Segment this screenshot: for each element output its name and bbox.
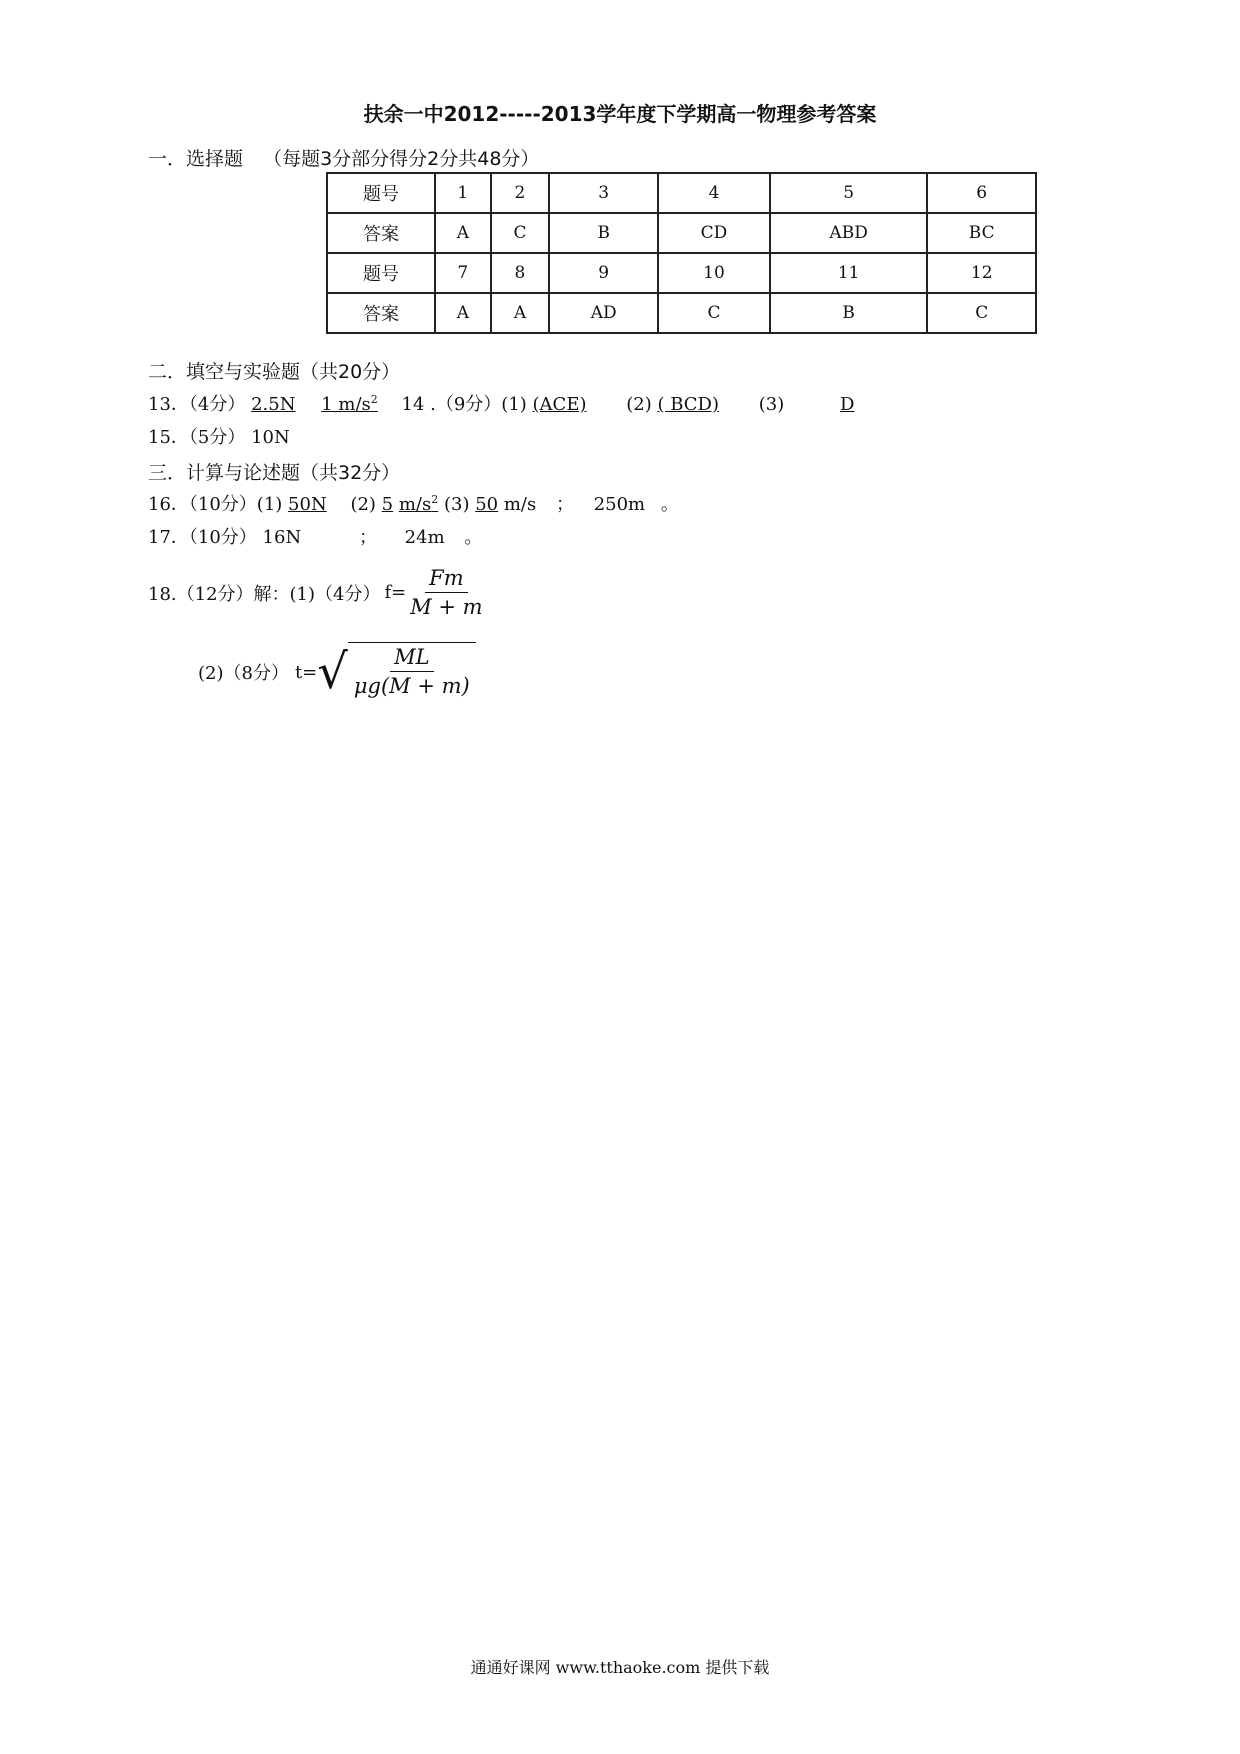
section3-heading: 三．计算与论述题（共32分） <box>148 462 401 484</box>
table-cell: A <box>491 293 550 333</box>
table-row <box>327 253 1036 293</box>
answer-table <box>326 172 1037 334</box>
q15-answer: 10N <box>251 427 290 448</box>
q16-answer-2-unit <box>399 494 438 515</box>
q13-label: 13．（4分） <box>148 394 246 415</box>
q16-part2-label: (2) <box>350 494 376 515</box>
table-cell: 8 <box>491 253 550 293</box>
q14-label: 14 .（9分）(1) <box>401 394 527 415</box>
q16-answer-2-unit-value: m/s <box>398 494 432 515</box>
q16-answer-3-number: 50 <box>475 494 499 515</box>
radical-sign: √ <box>317 644 348 700</box>
q13-answer-2 <box>321 394 378 415</box>
formula-f-fraction <box>406 566 486 619</box>
table-cell: 12 <box>927 253 1036 293</box>
q13-14-line <box>148 390 864 416</box>
q14-answer-3: D <box>839 394 855 415</box>
fraction-numerator: Fm <box>425 566 467 593</box>
table-head-cell: 题号 <box>327 253 435 293</box>
table-cell: 5 <box>770 173 928 213</box>
table-head-cell: 答案 <box>327 293 435 333</box>
table-cell: CD <box>658 213 770 253</box>
table-cell: 11 <box>770 253 928 293</box>
table-head-cell: 答案 <box>327 213 435 253</box>
table-cell: C <box>927 293 1036 333</box>
q17-answer-1: 16N <box>262 527 302 548</box>
q14-part2-label: (2) <box>626 394 652 415</box>
q14-answer-1: (ACE) <box>532 394 587 415</box>
q16-part3-label: (3) <box>443 494 470 515</box>
end-mark: 。 <box>464 527 483 548</box>
fraction-denominator: M + m <box>410 595 483 619</box>
q18-part1-line <box>148 566 487 619</box>
formula-t-fraction <box>350 645 474 698</box>
q16-answer-4: 250m <box>593 494 646 515</box>
table-cell: 10 <box>658 253 770 293</box>
q16-answer-3-unit: m/s <box>503 494 537 515</box>
q18-label: 18.（12分）解：(1)（4分） <box>148 583 381 605</box>
table-cell: A <box>435 213 491 253</box>
table-cell: C <box>491 213 550 253</box>
table-cell: C <box>658 293 770 333</box>
q15-line <box>148 423 290 449</box>
q17-line <box>148 523 482 549</box>
table-cell: 1 <box>435 173 491 213</box>
radical-body <box>348 642 476 702</box>
section1-heading <box>148 144 539 171</box>
formula-t-lhs: t= <box>294 661 318 683</box>
page-footer: 通通好课网 www.tthaoke.com 提供下载 <box>470 1658 770 1677</box>
table-row <box>327 293 1036 333</box>
table-cell: 3 <box>549 173 658 213</box>
q17-answer-2: 24m <box>404 527 445 548</box>
superscript: 2 <box>431 493 439 506</box>
q16-line <box>148 490 679 516</box>
table-cell: B <box>549 213 658 253</box>
q16-answer-2-number: 5 <box>381 494 394 515</box>
formula-f-lhs: f= <box>384 582 407 603</box>
section1-note: （每题3分部分得分2分共48分） <box>263 148 540 170</box>
q16-label: 16．（10分）(1) <box>148 494 283 515</box>
q18-part2-line <box>198 642 476 702</box>
table-cell: 2 <box>491 173 550 213</box>
q18-part2-label: (2)（8分） <box>198 663 289 684</box>
q15-label: 15．（5分） <box>148 427 246 448</box>
table-cell: A <box>435 293 491 333</box>
table-cell: BC <box>927 213 1036 253</box>
table-row <box>327 213 1036 253</box>
fraction-denominator: μg(M + m) <box>353 674 470 698</box>
q13-answer-1: 2.5N <box>251 394 296 415</box>
table-cell: 7 <box>435 253 491 293</box>
separator: ； <box>555 494 574 515</box>
table-cell: B <box>770 293 928 333</box>
page-title: 扶余一中2012-----2013学年度下学期高一物理参考答案 <box>363 102 877 126</box>
table-cell: 9 <box>549 253 658 293</box>
q16-answer-1: 50N <box>288 494 327 515</box>
superscript: 2 <box>370 393 378 406</box>
separator: ； <box>358 527 377 548</box>
q13-answer-2-value: 1 m/s <box>321 394 371 415</box>
q14-answer-2: ( BCD) <box>657 394 720 415</box>
q17-label: 17．（10分） <box>148 527 257 548</box>
table-cell: ABD <box>770 213 928 253</box>
table-cell: AD <box>549 293 658 333</box>
table-cell: 4 <box>658 173 770 213</box>
formula-t-sqrt <box>317 642 475 702</box>
table-row <box>327 173 1036 213</box>
end-mark: 。 <box>660 494 679 515</box>
table-cell: 6 <box>927 173 1036 213</box>
q14-part3-label: (3) <box>758 394 785 415</box>
fraction-numerator: ML <box>390 645 433 672</box>
table-head-cell: 题号 <box>327 173 435 213</box>
section2-heading: 二．填空与实验题（共20分） <box>148 361 401 383</box>
section1-title: 一．选择题 <box>148 148 244 170</box>
